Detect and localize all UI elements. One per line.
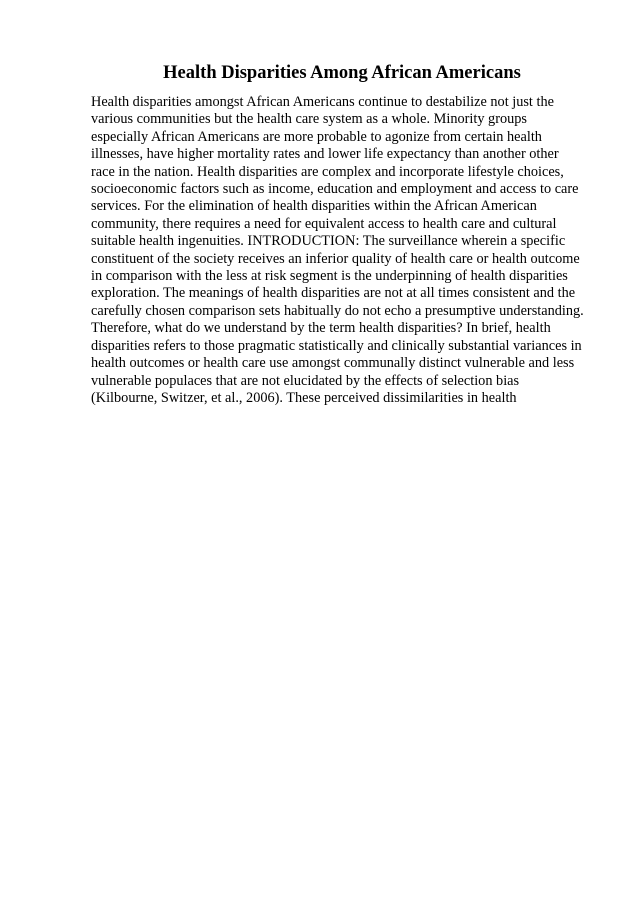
text-line: illnesses, have higher mortality rates and lower life expectancy than another other xyxy=(91,146,559,163)
text-line: community, there requires a need for equivalent access to health care and cultural xyxy=(91,215,557,232)
text-line: health outcomes or health care use amongst communally distinct vulnerable and less xyxy=(91,355,575,372)
text-line: suitable health ingenuities. INTRODUCTION: The surveillance wherein a specific xyxy=(91,233,566,250)
document-title: Health Disparities Among African Americans xyxy=(163,63,521,83)
text-line: (Kilbourne, Switzer, et al., 2006). These perceived dissimilarities in health xyxy=(91,389,517,406)
text-line: constituent of the society receives an inferior quality of health care or health outcome xyxy=(91,250,580,267)
text-line: Health disparities amongst African Americans continue to destabilize not just the xyxy=(91,94,554,110)
text-line: socioeconomic factors such as income, education and employment and access to care xyxy=(91,181,579,198)
body-paragraph xyxy=(91,94,596,407)
text-line: Therefore, what do we understand by the term health disparities? In brief, health xyxy=(91,320,551,337)
text-line: vulnerable populaces that are not elucidated by the effects of selection bias xyxy=(91,372,520,389)
text-line: race in the nation. Health disparities are complex and incorporate lifestyle choices, xyxy=(91,163,564,180)
text-line: various communities but the health care system as a whole. Minority groups xyxy=(91,111,527,128)
text-line: especially African Americans are more probable to agonize from certain health xyxy=(91,128,542,145)
text-line: disparities refers to those pragmatic statistically and clinically substantial variances in xyxy=(91,337,582,354)
text-line: exploration. The meanings of health disparities are not at all times consistent and the xyxy=(91,285,576,302)
text-line: services. For the elimination of health disparities within the African American xyxy=(91,198,537,215)
text-line: carefully chosen comparison sets habitually do not echo a presumptive understanding. xyxy=(91,302,584,319)
text-line: in comparison with the less at risk segment is the underpinning of health disparities xyxy=(91,268,568,285)
